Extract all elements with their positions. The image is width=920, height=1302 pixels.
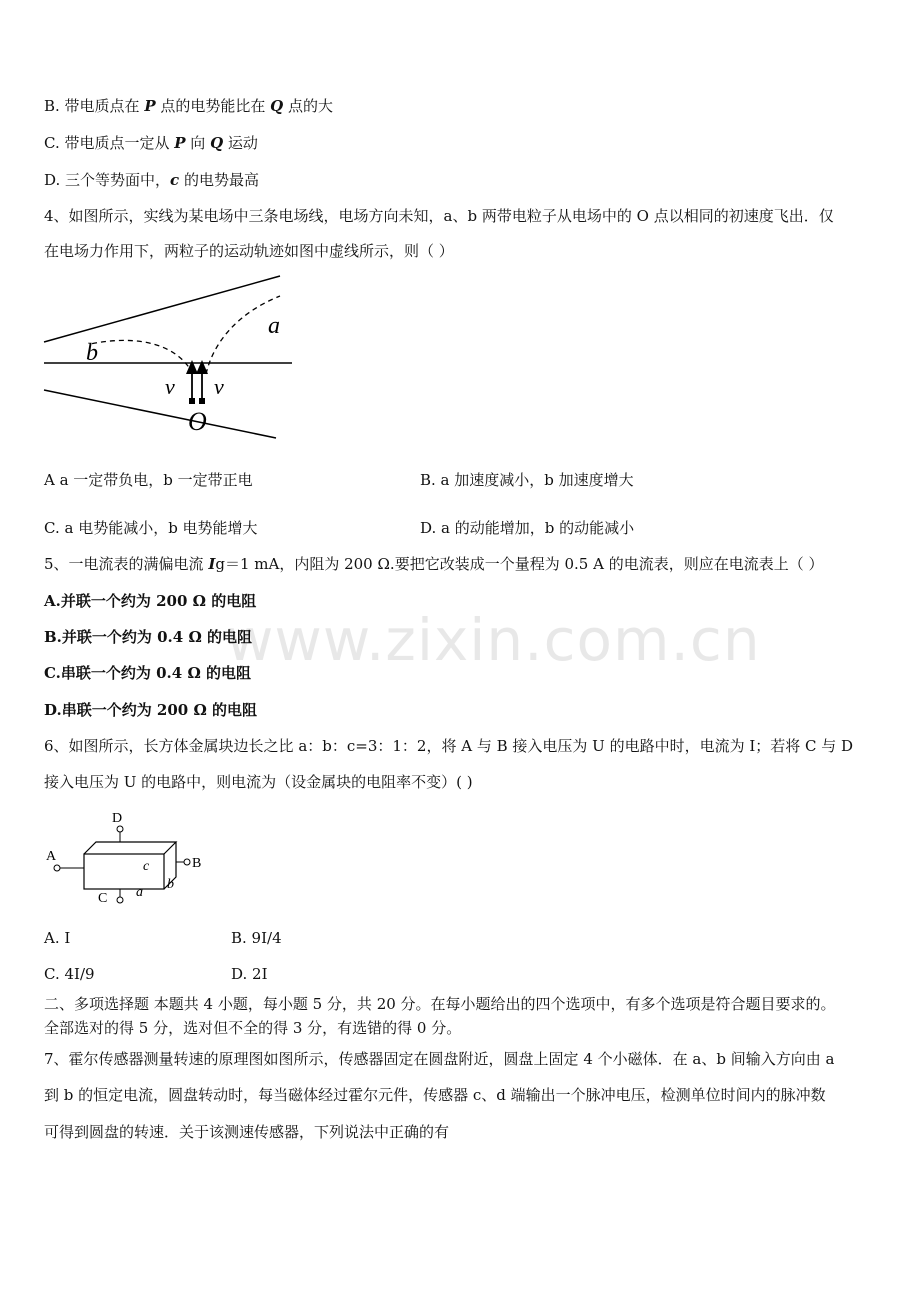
q3-option-d: D. 三个等势面中，c 的电势最高 xyxy=(44,171,259,189)
particle-left xyxy=(189,398,195,404)
label-v-left: v xyxy=(165,374,175,399)
q3-option-b: B. 带电质点在 P 点的电势能比在 Q 点的大 xyxy=(44,97,334,115)
field-line-top xyxy=(44,276,280,342)
trajectory-b xyxy=(90,340,193,374)
q4-option-d: D. a 的动能增加，b 的动能减小 xyxy=(420,519,635,537)
particle-right xyxy=(199,398,205,404)
q4-figure xyxy=(0,270,310,440)
label-a-edge: a xyxy=(136,885,143,900)
q6-stem-line2: 接入电压为 U 的电路中，则电流为（设金属块的电阻率不变）( ) xyxy=(44,773,473,791)
q6-option-a: A. I xyxy=(44,929,71,947)
label-C: C xyxy=(98,891,108,906)
terminal-b xyxy=(184,859,190,865)
section2-line2: 全部选对的得 5 分，选对但不全的得 3 分，有选错的得 0 分。 xyxy=(44,1019,462,1037)
label-b: b xyxy=(86,340,98,366)
watermark: www.zixin.com.cn xyxy=(226,606,761,674)
block-front-face xyxy=(84,854,164,889)
q7-line2: 到 b 的恒定电流，圆盘转动时，每当磁体经过霍尔元件，传感器 c、d 端输出一个脉冲电压，检测单位时间内的脉冲数 xyxy=(44,1086,826,1104)
label-b-edge: b xyxy=(167,877,174,892)
q6-figure xyxy=(0,808,240,918)
label-v-right: v xyxy=(214,374,224,399)
q4-stem-line2: 在电场力作用下，两粒子的运动轨迹如图中虚线所示，则（ ） xyxy=(44,242,454,260)
q5-option-d: D.串联一个约为 200 Ω 的电阻 xyxy=(44,701,258,719)
q6-option-c: C. 4I/9 xyxy=(44,965,95,983)
block-top-face xyxy=(84,842,176,854)
arrowhead-left xyxy=(186,360,198,374)
label-A: A xyxy=(46,849,57,864)
arrowhead-right xyxy=(196,360,208,374)
q6-stem-line1: 6、如图所示，长方体金属块边长之比 a：b：c=3：1：2，将 A 与 B 接入电压为 U 的电路中时，电流为 I；若将 C 与 D xyxy=(44,737,854,755)
q5-option-a: A.并联一个约为 200 Ω 的电阻 xyxy=(44,592,257,610)
terminal-d xyxy=(117,826,123,832)
terminal-a xyxy=(54,865,60,871)
label-B: B xyxy=(192,856,202,871)
q7-line1: 7、霍尔传感器测量转速的原理图如图所示，传感器固定在圆盘附近，圆盘上固定 4 个小磁体．在 a、b 间输入方向由 a xyxy=(44,1050,835,1068)
q7-line3: 可得到圆盘的转速．关于该测速传感器，下列说法中正确的有 xyxy=(44,1123,450,1141)
q3-option-c: C. 带电质点一定从 P 向 Q 运动 xyxy=(44,134,258,152)
section2-line1: 二、多项选择题 本题共 4 小题，每小题 5 分，共 20 分。在每小题给出的四个选项中，有多个选项是符合题目要求的。 xyxy=(44,995,836,1013)
field-line-bottom xyxy=(44,390,276,438)
terminal-c xyxy=(117,897,123,903)
label-o: O xyxy=(188,407,207,436)
q4-option-b: B. a 加速度减小，b 加速度增大 xyxy=(420,471,634,489)
label-a: a xyxy=(268,313,280,339)
q6-option-d: D. 2I xyxy=(231,965,268,983)
q5-stem: 5、一电流表的满偏电流 Ig＝1 mA，内阻为 200 Ω.要把它改装成一个量程为 0.5 A 的电流表，则应在电流表上（ ） xyxy=(44,555,824,573)
q5-option-c: C.串联一个约为 0.4 Ω 的电阻 xyxy=(44,664,252,682)
q4-option-a: A a 一定带负电，b 一定带正电 xyxy=(44,471,253,489)
label-D: D xyxy=(112,811,123,826)
q6-option-b: B. 9I/4 xyxy=(231,929,282,947)
label-c: c xyxy=(143,859,150,874)
q4-option-c: C. a 电势能减小，b 电势能增大 xyxy=(44,519,258,537)
q4-stem-line1: 4、如图所示，实线为某电场中三条电场线，电场方向未知，a、b 两带电粒子从电场中的 O 点以相同的初速度飞出．仅 xyxy=(44,207,834,225)
q5-option-b: B.并联一个约为 0.4 Ω 的电阻 xyxy=(44,628,253,646)
